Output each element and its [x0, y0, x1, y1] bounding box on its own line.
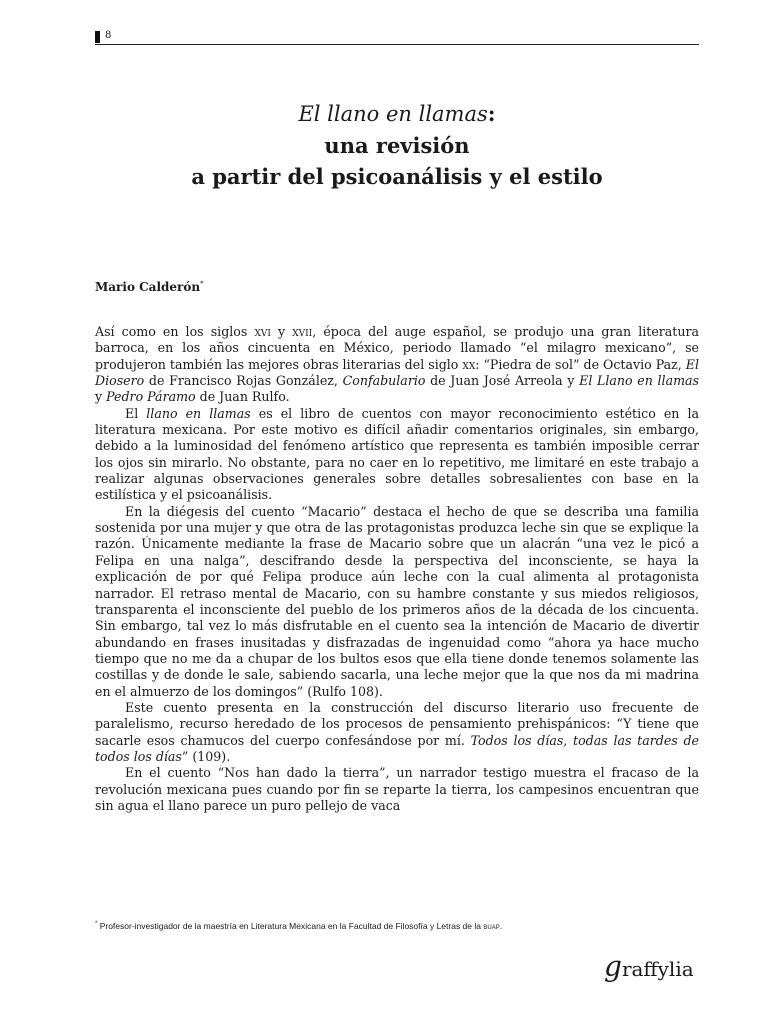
paragraph-4: Este cuento presenta en la construcción del discurso literario uso frecuente de paralelismo, recurso heredado de los procesos de pensamiento prehispánicos: “Y tiene que sacarle esos chamucos del cuerpo confesándose por mí. Todos los días, todas las tardes de todos los días” (109). [95, 699, 699, 764]
title-colon: : [487, 101, 496, 126]
title-line-3: a partir del psicoanálisis y el estilo [191, 164, 603, 189]
title-italic: El llano en llamas [298, 102, 488, 126]
title-line-1 [95, 98, 699, 130]
paragraph-1: Así como en los siglos xvi y xvii, época del auge español, se produjo una gran literatura barroca, en los años cincuenta en México, periodo llamado “el milagro mexicano”, se produjeron también las mejores obras literarias del siglo xx: “Piedra de sol” de Octavio Paz, El Diosero de Francisco Rojas González, Confabulario de Juan José Arreola y El Llano en llamas y Pedro Páramo de Juan Rulfo. [95, 324, 700, 405]
article-title [95, 98, 699, 192]
author-footnote-marker: * [200, 280, 204, 288]
paragraph-2: El llano en llamas es el libro de cuentos con mayor reconocimiento estético en la literatura mexicana. Por este motivo es difícil añadir comentarios originales, sin embargo, debido a la luminosidad del fenómeno artístico que representa es también imposible cerrar los ojos sin mirarlo. No obstante, para no caer en lo repetitivo, me limitaré en este trabajo a realizar algunas observaciones generales sobre detalles sobresalientes con base en la estilística y el psicoanálisis. [95, 405, 699, 503]
footnote: * Profesor-investigador de la maestría en Literatura Mexicana en la Facultad de Filosofía y Letras de la buap. [95, 920, 503, 931]
page-number: 8 [105, 30, 112, 41]
header-marker [95, 31, 100, 43]
author-name [95, 276, 204, 295]
paragraph-3: En la diégesis del cuento “Macario” destaca el hecho de que se describa una familia sostenida por una mujer y que otra de las protagonistas produzca leche sin que se explique la razón. Únicamente mediante la frase de Macario sobre que un alacrán “una vez le picó a Felipa en una nalga”, descifrando desde la perspectiva del inconsciente, se haya la explicación de por qué Felipa produce aún leche con la cual alimenta al protagonista narrador. El retraso mental de Macario, con su hambre constante y sus miedos religiosos, transparenta el inconsciente del pueblo de los primeros años de la década de los cincuenta. Sin embargo, tal vez lo más disfrutable en el cuento sea la intención de Macario de divertir abundando en frases inusitadas y disfrazadas de ingenuidad como “ahora ya hace mucho tiempo que no me da a chupar de los bultos esos que ella tiene donde tenemos solamente las costillas y de donde le sale, sabiendo sacarla, una leche mejor que la que nos da mi madrina en el almuerzo de los domingos” (Rulfo 108). [95, 503, 699, 699]
author-text: Mario Calderón [95, 280, 201, 294]
footnote-marker: * [95, 921, 98, 927]
article-body [95, 324, 699, 814]
paragraph-5: En el cuento “Nos han dado la tierra”, un narrador testigo muestra el fracaso de la revolución mexicana pues cuando por fin se reparte la tierra, los campesinos encuentran que sin agua el llano parece un puro pellejo de vaca [95, 765, 699, 813]
graffylia-logo: graffylia [604, 950, 694, 983]
page-header [95, 30, 699, 45]
title-line-2: una revisión [324, 133, 470, 158]
